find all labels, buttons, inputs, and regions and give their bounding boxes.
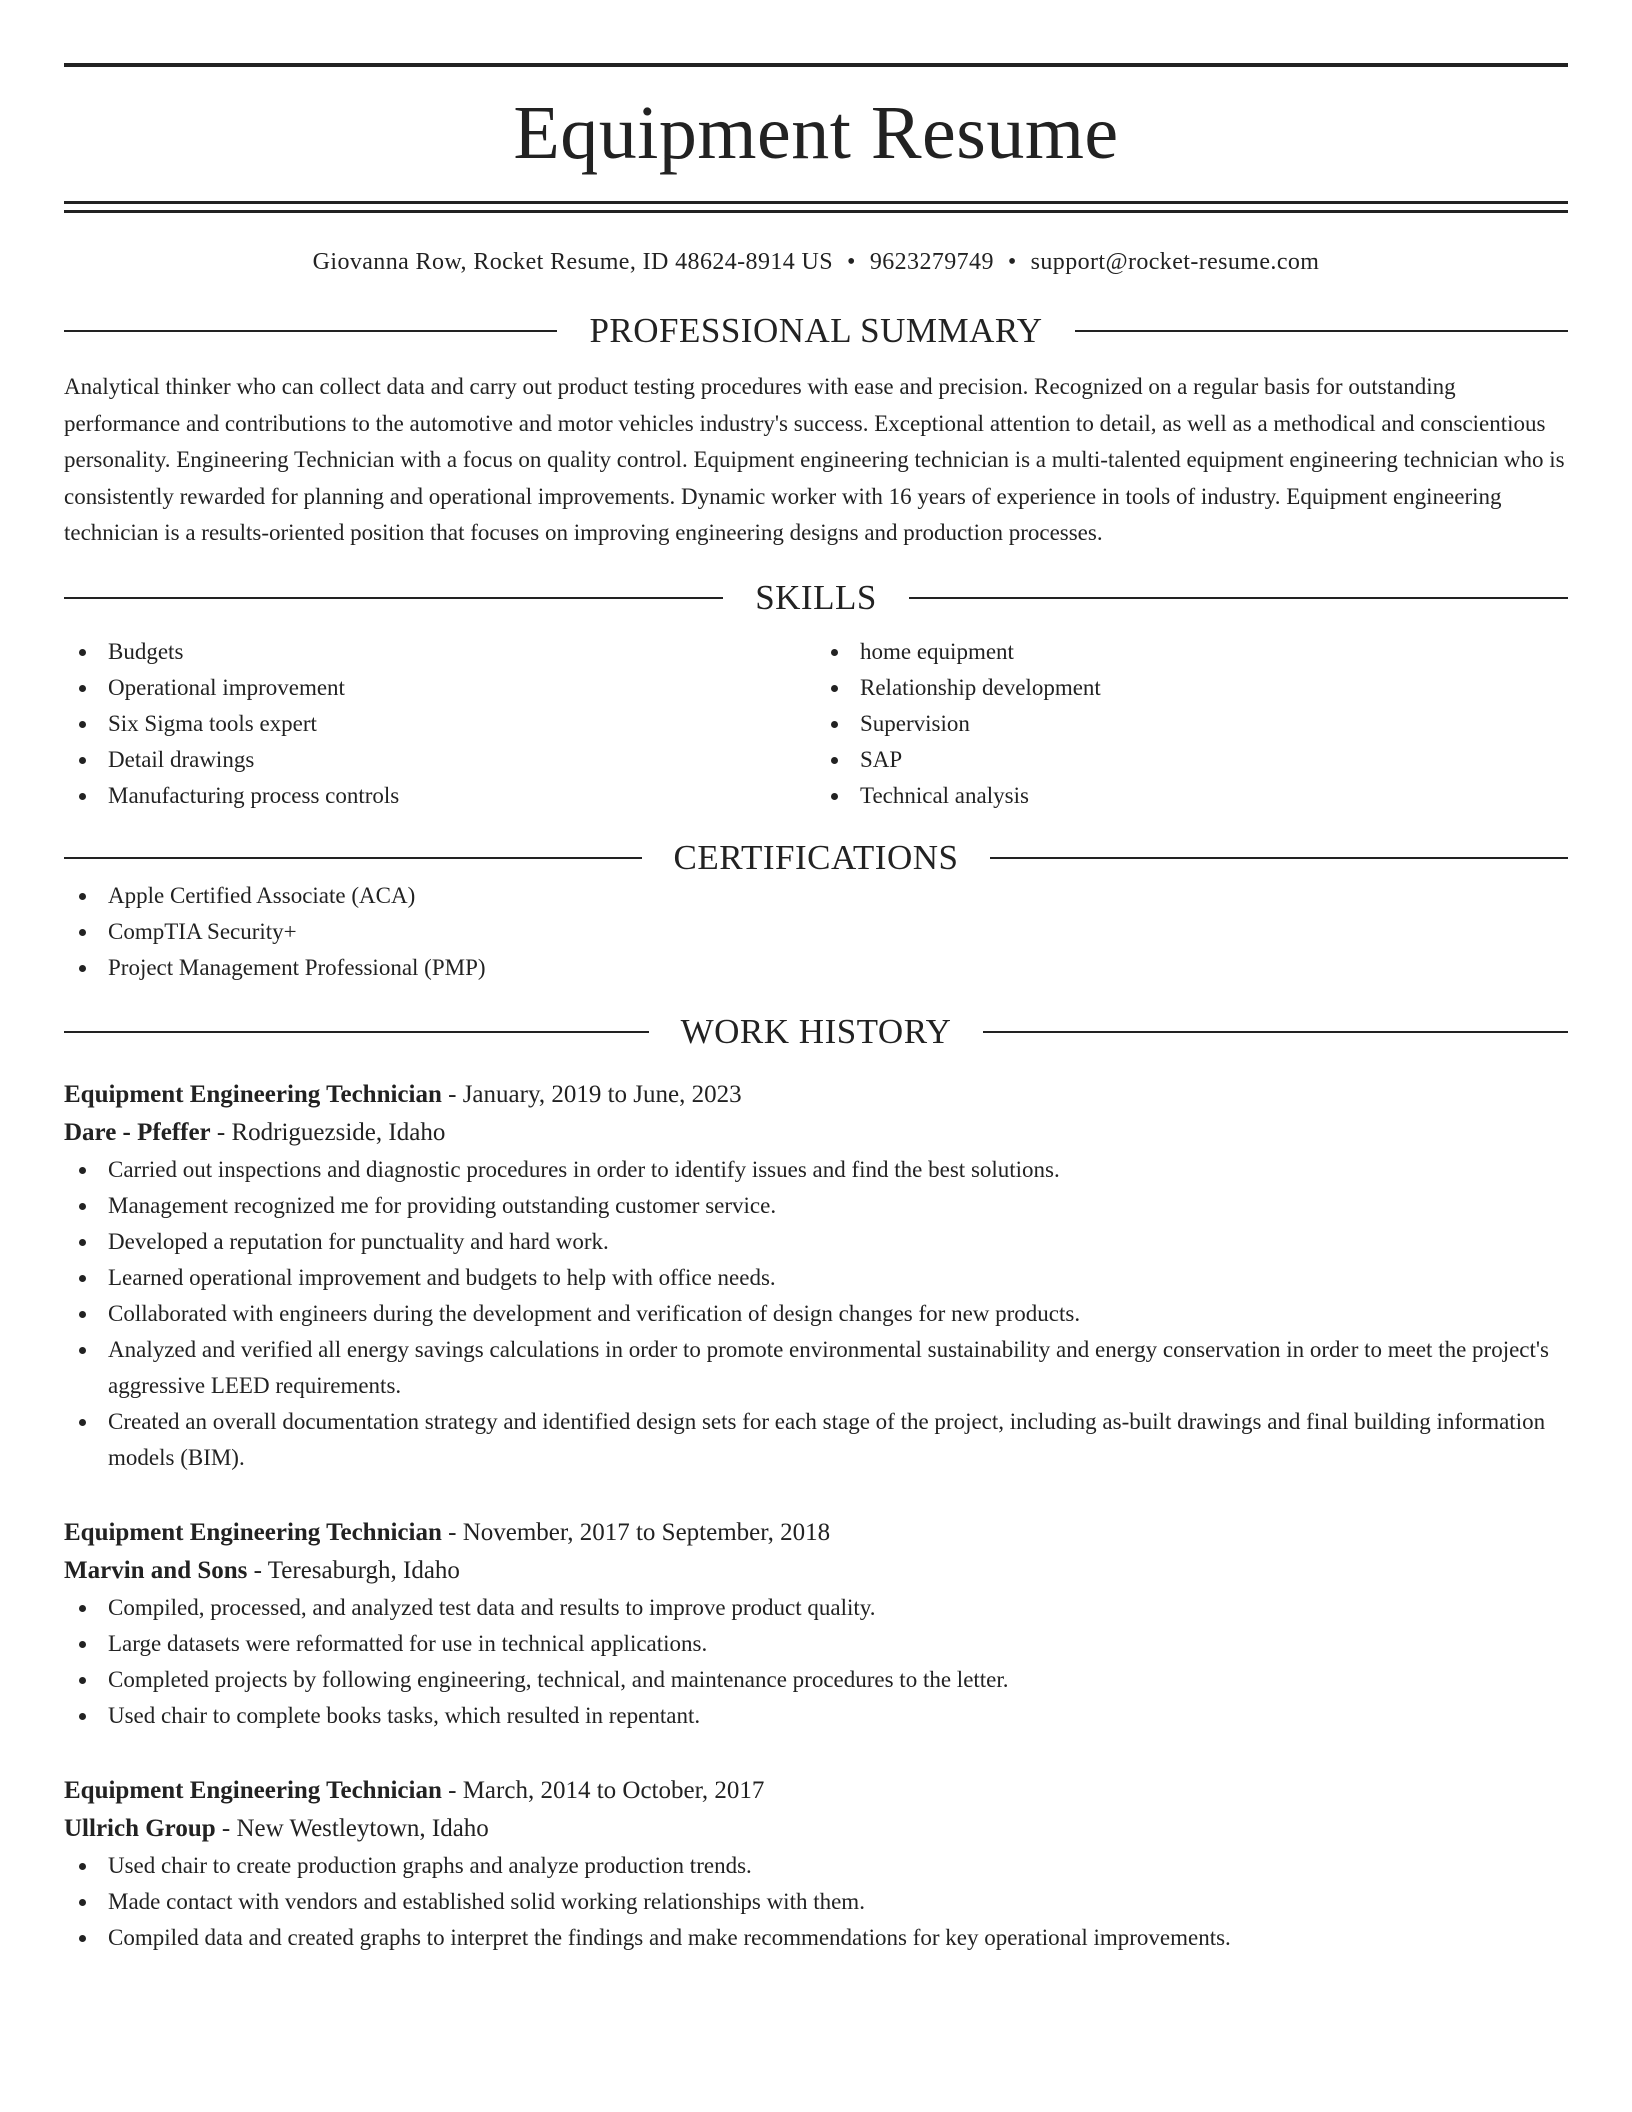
dash: - <box>441 1080 463 1108</box>
job-title: Equipment Engineering Technician <box>64 1080 442 1108</box>
job-location: Rodriguezside, Idaho <box>231 1118 446 1146</box>
dash: - <box>247 1556 268 1584</box>
job-duty-item: Analyzed and verified all energy savings calculations in order to promote environmental sustainability and energy conservation in order to meet the project's aggressive LEED requirements. <box>64 1332 1568 1404</box>
top-rule <box>64 63 1568 67</box>
section-rule <box>64 330 557 332</box>
summary-text: Analytical thinker who can collect data and carry out product testing procedures with ease and precision. Recognized on a regular basis for outstanding performance and contributions to the automotive and motor vehicles industry's success. Exceptional attention to detail, as well as a methodical and conscientious personality. Engineering Technician with a focus on quality control. Equipment engineering technician is a multi-talented equipment engineering technician who is consistently rewarded for planning and operational improvements. Dynamic worker with 16 years of experience in tools of industry. Equipment engineering technician is a results-oriented position that focuses on improving engineering designs and production processes. <box>64 374 1565 545</box>
skill-item: Relationship development <box>816 670 1568 706</box>
document-title: Equipment Resume <box>513 91 1119 175</box>
job-duty-item: Compiled data and created graphs to interpret the findings and make recommendations for key operational improvements. <box>64 1920 1568 1956</box>
certification-item: Apple Certified Associate (ACA) <box>64 878 1568 914</box>
job-duty-item: Created an overall documentation strategy and identified design sets for each stage of the project, including as-built drawings and final building information models (BIM). <box>64 1404 1568 1476</box>
job-duty-item: Learned operational improvement and budgets to help with office needs. <box>64 1260 1568 1296</box>
skills-heading: SKILLS <box>755 577 877 617</box>
job-duties-list <box>64 1848 1568 1956</box>
skills-section-header <box>64 578 1568 618</box>
job-dates: November, 2017 to September, 2018 <box>462 1518 831 1546</box>
contact-email: support@rocket-resume.com <box>1030 249 1320 275</box>
job-company: Marvin and Sons <box>64 1556 248 1584</box>
job-company-line <box>64 1114 1568 1152</box>
dash: - <box>441 1518 463 1546</box>
job-duty-item: Carried out inspections and diagnostic procedures in order to identify issues and find the best solutions. <box>64 1152 1568 1188</box>
job-location: New Westleytown, Idaho <box>236 1814 489 1842</box>
dash: - <box>441 1776 463 1804</box>
skill-item: SAP <box>816 742 1568 778</box>
job-title-line <box>64 1076 1568 1114</box>
title-double-rule <box>64 201 1568 213</box>
certifications-section-header <box>64 838 1568 878</box>
section-rule <box>990 857 1568 859</box>
job-dates: March, 2014 to October, 2017 <box>462 1776 765 1804</box>
section-rule <box>64 1031 649 1033</box>
work-history-section-header <box>64 1012 1568 1052</box>
job-duty-item: Used chair to create production graphs and analyze production trends. <box>64 1848 1568 1884</box>
job-title: Equipment Engineering Technician <box>64 1518 442 1546</box>
certifications-heading: CERTIFICATIONS <box>673 837 959 877</box>
skill-item: Manufacturing process controls <box>64 778 816 814</box>
job-duty-item: Collaborated with engineers during the development and verification of design changes for new products. <box>64 1296 1568 1332</box>
skills-list-right <box>816 634 1568 814</box>
job-duty-item: Completed projects by following engineering, technical, and maintenance procedures to the letter. <box>64 1662 1568 1698</box>
job-duties-list <box>64 1152 1568 1476</box>
skill-item: Six Sigma tools expert <box>64 706 816 742</box>
section-rule <box>909 597 1568 599</box>
certifications-list <box>64 878 1568 986</box>
skill-item: Supervision <box>816 706 1568 742</box>
job-company-line <box>64 1810 1568 1848</box>
job-entry <box>64 1772 1568 1956</box>
work-history-heading: WORK HISTORY <box>680 1011 952 1051</box>
job-title-line <box>64 1514 1568 1552</box>
section-rule <box>64 597 723 599</box>
section-rule <box>64 857 642 859</box>
job-duty-item: Compiled, processed, and analyzed test data and results to improve product quality. <box>64 1590 1568 1626</box>
job-location: Teresaburgh, Idaho <box>267 1556 460 1584</box>
job-duty-item: Developed a reputation for punctuality and hard work. <box>64 1224 1568 1260</box>
job-company: Dare - Pfeffer <box>64 1118 211 1146</box>
job-duty-item: Management recognized me for providing outstanding customer service. <box>64 1188 1568 1224</box>
job-dates: January, 2019 to June, 2023 <box>462 1080 742 1108</box>
certification-item: CompTIA Security+ <box>64 914 1568 950</box>
skills-list-left <box>64 634 816 814</box>
job-title: Equipment Engineering Technician <box>64 1776 442 1804</box>
job-company: Ullrich Group <box>64 1814 216 1842</box>
skill-item: Operational improvement <box>64 670 816 706</box>
contact-address: Giovanna Row, Rocket Resume, ID 48624-8914 US <box>312 249 834 275</box>
certification-item: Project Management Professional (PMP) <box>64 950 1568 986</box>
summary-section-header <box>64 311 1568 351</box>
job-entry <box>64 1514 1568 1734</box>
contact-separator: • <box>1007 249 1017 275</box>
summary-heading: PROFESSIONAL SUMMARY <box>589 311 1043 350</box>
dash: - <box>210 1118 232 1146</box>
contact-phone: 9623279749 <box>869 249 994 275</box>
job-entry <box>64 1076 1568 1476</box>
job-duty-item: Made contact with vendors and established solid working relationships with them. <box>64 1884 1568 1920</box>
job-duty-item: Used chair to complete books tasks, which resulted in repentant. <box>64 1698 1568 1734</box>
skills-column-left <box>64 634 816 814</box>
job-title-line <box>64 1772 1568 1810</box>
job-company-line <box>64 1552 1568 1590</box>
section-rule <box>1075 330 1568 332</box>
skill-item: home equipment <box>816 634 1568 670</box>
section-rule <box>983 1031 1568 1033</box>
skill-item: Technical analysis <box>816 778 1568 814</box>
skills-columns <box>64 634 1568 814</box>
contact-separator: • <box>847 249 856 275</box>
skill-item: Budgets <box>64 634 816 670</box>
skill-item: Detail drawings <box>64 742 816 778</box>
job-duty-item: Large datasets were reformatted for use in technical applications. <box>64 1626 1568 1662</box>
job-duties-list <box>64 1590 1568 1734</box>
skills-column-right <box>816 634 1568 814</box>
contact-line <box>64 247 1568 277</box>
dash: - <box>215 1814 237 1842</box>
